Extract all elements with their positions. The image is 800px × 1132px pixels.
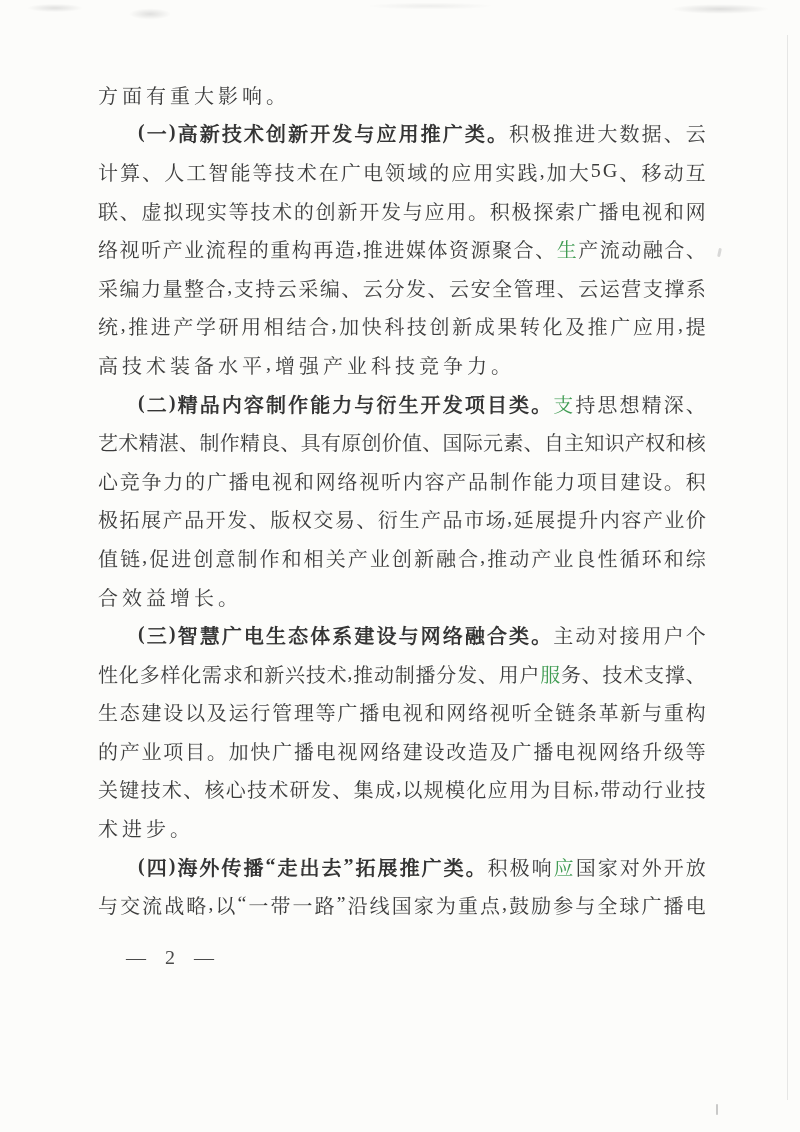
text-line: 统 , 推 进 产 学 研 用 相 结 合 , 加 快 科 技 创 新 成 果 转 化 及 推 广 应 用 , 提 (98, 314, 706, 340)
text-line: 采 编 力 量 整 合 , 支 持 云 采 编 、 云 分 发 、 云 安 全 管 理 、 云 运 营 支 撑 系 (98, 275, 706, 301)
scan-smudge-artifact (0, 0, 800, 22)
text-line: 计 算 、 人 工 智 能 等 技 术 在 广 电 领 域 的 应 用 实 践 , 加 大 5 G 、 移 动 互 (98, 159, 706, 185)
text-line: 络 视 听 产 业 流 程 的 重 构 再 造 , 推 进 媒 体 资 源 聚 合 、 生 产 流 动 融 合 、 (98, 237, 706, 263)
page-number: — 2 — (126, 946, 221, 969)
text-block (98, 75, 706, 924)
text-line: 性 化 多 样 化 需 求 和 新 兴 技 术 , 推 动 制 播 分 发 、 用 户 服 务 、 技 术 支 撑 、 (98, 661, 706, 687)
text-line: 合 效 益 增 长 。 (98, 587, 238, 610)
text-line: ( 二 ) 精 品 内 容 制 作 能 力 与 衍 生 开 发 项 目 类 。 支 持 思 想 精 深 、 (138, 391, 706, 417)
text-line: 方 面 有 重 大 影 响 。 (98, 85, 286, 108)
text-line: 极 拓 展 产 品 开 发 、 版 权 交 易 、 衍 生 产 品 市 场 , 延 展 提 升 内 容 产 业 价 (98, 507, 706, 533)
text-line: ( 一 ) 高 新 技 术 创 新 开 发 与 应 用 推 广 类 。 积 极 推 进 大 数 据 、 云 (138, 121, 706, 147)
text-line: 心 竞 争 力 的 广 播 电 视 和 网 络 视 听 内 容 产 品 制 作 能 力 项 目 建 设 。 积 (98, 471, 706, 494)
text-line: 的 产 业 项 目 。 加 快 广 播 电 视 网 络 建 设 改 造 及 广 播 电 视 网 络 升 级 等 (98, 741, 706, 764)
scan-edge-line-artifact (787, 35, 788, 1100)
text-line: 艺 术 精 湛 、 制 作 精 良 、 具 有 原 创 价 值 、 国 际 元 素 、 自 主 知 识 产 权 和 核 (98, 433, 706, 456)
scan-stray-mark (716, 1104, 718, 1115)
text-line: 与 交 流 战 略 , 以 “ 一 带 一 路 ” 沿 线 国 家 为 重 点 , 鼓 励 参 与 全 球 广 播 电 (98, 893, 706, 919)
text-line: 生 态 建 设 以 及 运 行 管 理 等 广 播 电 视 和 网 络 视 听 全 链 条 革 新 与 重 构 (98, 703, 706, 726)
text-line: ( 三 ) 智 慧 广 电 生 态 体 系 建 设 与 网 络 融 合 类 。 主 动 对 接 用 户 个 (138, 623, 706, 649)
text-line: 高 技 术 装 备 水 平 , 增 强 产 业 科 技 竞 争 力 。 (98, 352, 511, 378)
text-line: 术 进 步 。 (98, 819, 190, 842)
text-line: 联 、 虚 拟 现 实 等 技 术 的 创 新 开 发 与 应 用 。 积 极 探 索 广 播 电 视 和 网 (98, 201, 706, 224)
text-line: 关 键 技 术 、 核 心 技 术 研 发 、 集 成 , 以 规 模 化 应 用 为 目 标 , 带 动 行 业 技 (98, 777, 706, 803)
text-line: ( 四 ) 海 外 传 播 “ 走 出 去 ” 拓 展 推 广 类 。 积 极 响 应 国 家 对 外 开 放 (138, 854, 706, 880)
text-line: 值 链 , 促 进 创 意 制 作 和 相 关 产 业 创 新 融 合 , 推 动 产 业 良 性 循 环 和 综 (98, 545, 706, 571)
scan-stray-mark (717, 248, 722, 257)
